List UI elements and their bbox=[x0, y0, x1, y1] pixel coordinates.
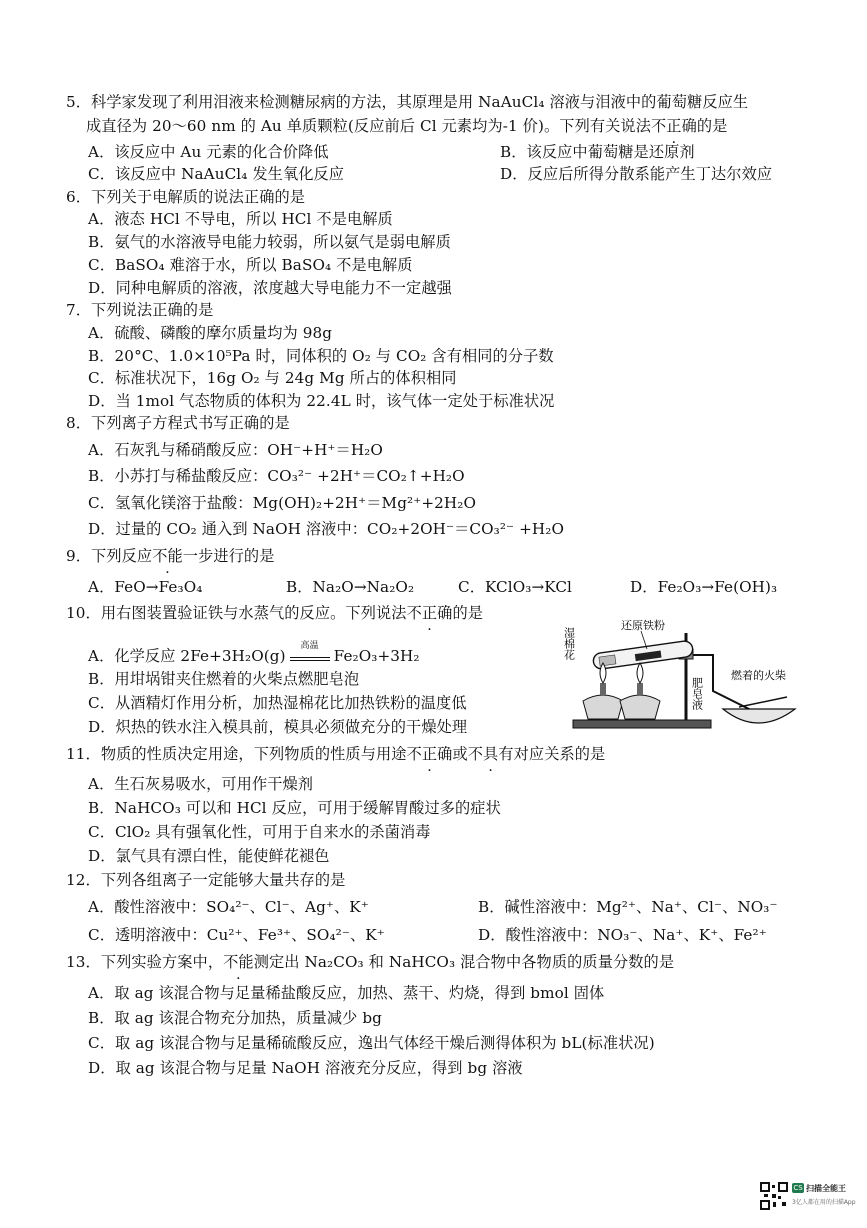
q8-stem: 8．下列离子方程式书写正确的是 bbox=[66, 414, 290, 432]
q13-option-a: A．取 ag 该混合物与足量稀盐酸反应，加热、蒸干、灼烧，得到 bmol 固体 bbox=[88, 984, 605, 1002]
scanner-brand: 扫描全能王 bbox=[806, 1184, 846, 1193]
q11-option-c: C．ClO₂ 具有强氧化性，可用于自来水的杀菌消毒 bbox=[88, 823, 431, 841]
label-burning-match: 燃着的火柴 bbox=[731, 669, 786, 682]
q5-option-b: B．该反应中葡萄糖是还原剂 bbox=[500, 143, 695, 161]
q12-option-b: B．碱性溶液中：Mg²⁺、Na⁺、Cl⁻、NO₃⁻ bbox=[478, 898, 778, 916]
emphasis-not-have: 不具有 bbox=[467, 745, 514, 763]
q6-option-b: B．氨气的水溶液导电能力较弱，所以氨气是弱电解质 bbox=[88, 233, 451, 251]
q6-option-c: C．BaSO₄ 难溶于水，所以 BaSO₄ 不是电解质 bbox=[88, 256, 413, 274]
emphasis-not-correct: 不正确 bbox=[651, 117, 697, 135]
q5-option-d: D．反应后所得分散系能产生丁达尔效应 bbox=[500, 165, 773, 183]
label-wet-cotton: 湿棉花 bbox=[563, 627, 576, 660]
q8-option-c: C．氢氧化镁溶于盐酸：Mg(OH)₂+2H⁺＝Mg²⁺+2H₂O bbox=[88, 494, 476, 512]
q10-option-d: D．炽热的铁水注入模具前，模具必须做充分的干燥处理 bbox=[88, 718, 468, 736]
q10-option-c: C．从酒精灯作用分析，加热湿棉花比加热铁粉的温度低 bbox=[88, 694, 467, 712]
q13-stem: 13．下列实验方案中，不能测定出 Na₂CO₃ 和 NaHCO₃ 混合物中各物质的质量分数的是 bbox=[66, 953, 675, 971]
q7-option-b: B．20°C、1.0×10⁵Pa 时，同体积的 O₂ 与 CO₂ 含有相同的分子数 bbox=[88, 347, 554, 365]
emphasis-cannot: 不能 bbox=[152, 547, 183, 565]
reaction-condition: 高温 bbox=[300, 641, 319, 651]
q13-option-d: D．取 ag 该混合物与足量 NaOH 溶液充分反应，得到 bg 溶液 bbox=[88, 1059, 523, 1077]
q9-stem: 9．下列反应不能一步进行的是 bbox=[66, 547, 275, 565]
q5-stem-line2: 成直径为 20～60 nm 的 Au 单质颗粒(反应前后 Cl 元素均为-1 价)。下列有关说法不正确的是 bbox=[86, 117, 728, 135]
emphasis-cannot: 不能 bbox=[223, 953, 254, 971]
q12-option-c: C．透明溶液中：Cu²⁺、Fe³⁺、SO₄²⁻、K⁺ bbox=[88, 926, 385, 944]
q8-option-b: B．小苏打与稀盐酸反应：CO₃²⁻ +2H⁺＝CO₂↑+H₂O bbox=[88, 467, 465, 485]
scanner-watermark bbox=[760, 1179, 858, 1213]
q7-option-d: D．当 1mol 气态物质的体积为 22.4L 时，该气体一定处于标准状况 bbox=[88, 392, 555, 410]
q9-option-d: D．Fe₂O₃→Fe(OH)₃ bbox=[630, 578, 778, 596]
q6-option-a: A．液态 HCl 不导电，所以 HCl 不是电解质 bbox=[88, 210, 393, 228]
q13-option-b: B．取 ag 该混合物充分加热，质量减少 bg bbox=[88, 1009, 382, 1027]
q13-option-c: C．取 ag 该混合物与足量稀硫酸反应，逸出气体经干燥后测得体积为 bL(标准状况) bbox=[88, 1034, 655, 1052]
qr-code-icon bbox=[760, 1182, 788, 1210]
emphasis-not-correct: 不正确 bbox=[406, 604, 453, 622]
q11-option-b: B．NaHCO₃ 可以和 HCl 反应，可用于缓解胃酸过多的症状 bbox=[88, 799, 501, 817]
q7-stem: 7．下列说法正确的是 bbox=[66, 301, 214, 319]
q8-option-a: A．石灰乳与稀硝酸反应：OH⁻+H⁺＝H₂O bbox=[88, 441, 383, 459]
iron-steam-apparatus-figure bbox=[563, 611, 809, 735]
q5-stem-line1: 5．科学家发现了利用泪液来检测糖尿病的方法，其原理是用 NaAuCl₄ 溶液与泪液中的葡萄糖反应生 bbox=[66, 93, 749, 111]
q9-option-c: C．KClO₃→KCl bbox=[458, 578, 573, 596]
label-reduced-iron-powder: 还原铁粉 bbox=[621, 619, 665, 632]
q12-stem: 12．下列各组离子一定能够大量共存的是 bbox=[66, 871, 346, 889]
q5-option-c: C．该反应中 NaAuCl₄ 发生氧化反应 bbox=[88, 165, 345, 183]
q9-option-a: A．FeO→Fe₃O₄ bbox=[88, 578, 203, 596]
q9-option-b: B．Na₂O→Na₂O₂ bbox=[286, 578, 415, 596]
scanner-tagline: 3亿人都在用的扫描App bbox=[792, 1199, 856, 1206]
q11-stem: 11．物质的性质决定用途，下列物质的性质与用途不正确或不具有对应关系的是 bbox=[66, 745, 606, 763]
q12-option-a: A．酸性溶液中：SO₄²⁻、Cl⁻、Ag⁺、K⁺ bbox=[88, 898, 369, 916]
q6-option-d: D．同种电解质的溶液，浓度越大导电能力不一定越强 bbox=[88, 279, 452, 297]
q7-option-c: C．标准状况下，16g O₂ 与 24g Mg 所占的体积相同 bbox=[88, 369, 457, 387]
q10-stem: 10．用右图装置验证铁与水蒸气的反应。下列说法不正确的是 bbox=[66, 604, 484, 622]
q11-option-a: A．生石灰易吸水，可用作干燥剂 bbox=[88, 775, 314, 793]
q10-option-a: A．化学反应 2Fe+3H₂O(g) 高温 Fe₂O₃+3H₂ bbox=[88, 641, 420, 665]
label-soap-solution: 肥皂液 bbox=[690, 677, 704, 710]
q8-option-d: D．过量的 CO₂ 通入到 NaOH 溶液中：CO₂+2OH⁻＝CO₃²⁻ +H₂O bbox=[88, 520, 564, 538]
q10-option-b: B．用坩埚钳夹住燃着的火柴点燃肥皂泡 bbox=[88, 670, 360, 688]
q7-option-a: A．硫酸、磷酸的摩尔质量均为 98g bbox=[88, 324, 333, 342]
emphasis-not-correct: 不正确 bbox=[406, 745, 453, 763]
q12-option-d: D．酸性溶液中：NO₃⁻、Na⁺、K⁺、Fe²⁺ bbox=[478, 926, 767, 944]
q6-stem: 6．下列关于电解质的说法正确的是 bbox=[66, 188, 306, 206]
q5-option-a: A．该反应中 Au 元素的化合价降低 bbox=[88, 143, 329, 161]
cs-logo-icon: CS bbox=[793, 1184, 803, 1192]
q11-option-d: D．氯气具有漂白性，能使鲜花褪色 bbox=[88, 847, 330, 865]
